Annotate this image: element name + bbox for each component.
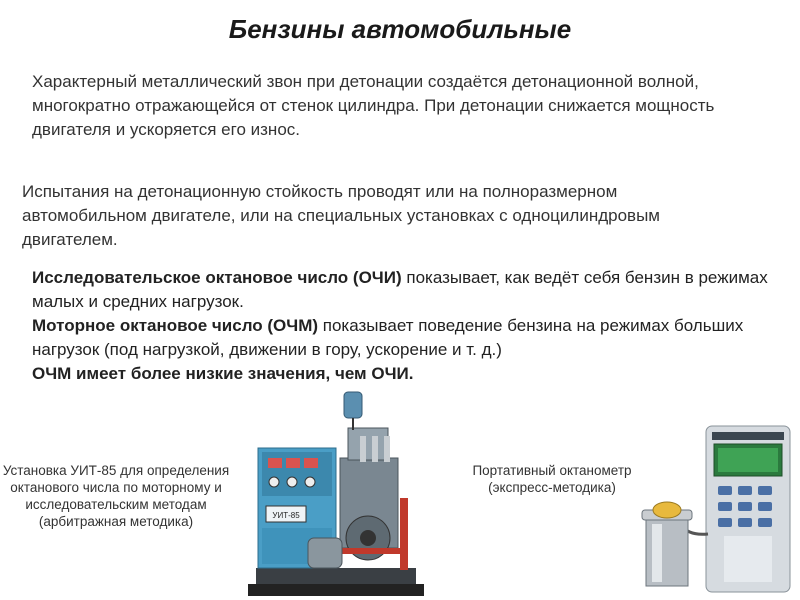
paragraph-octane [32, 266, 772, 386]
paragraph-detonation: Характерный металлический звон при детонации создаётся детонационной волной, многократно отражающейся от стенок цилиндра. При детонации снижается мощность двигателя и ускоряется его износ. [32, 72, 715, 139]
roi-term: Исследовательское октановое число (ОЧИ) [32, 268, 402, 287]
mon-text: показывает поведение бензина на режимах больших нагрузок (под нагрузкой, движении в гору, ускорение и т. д.) [32, 316, 744, 359]
caption-uit85: Установка УИТ-85 для определения октанового числа по моторному и исследовательским методам (арбитражная методика) [2, 463, 230, 529]
roi-text: показывает, как ведёт себя бензин в режимах малых и средних нагрузок. [32, 268, 768, 311]
portable-octane-meter-image [634, 424, 796, 600]
machine-label: УИТ-85 [272, 511, 300, 520]
uit85-machine-image [248, 388, 428, 600]
caption-octanometer: Портативный октанометр (экспресс-методика) [472, 463, 632, 495]
mon-term: Моторное октановое число (ОЧМ) [32, 316, 319, 335]
slide-title: Бензины автомобильные [228, 14, 572, 44]
conclusion: ОЧМ имеет более низкие значения, чем ОЧИ. [32, 364, 414, 383]
paragraph-testing: Испытания на детонационную стойкость проводят или на полноразмерном автомобильном двигателе, или на специальных установках с одноцилиндровым двигателем. [22, 182, 660, 249]
